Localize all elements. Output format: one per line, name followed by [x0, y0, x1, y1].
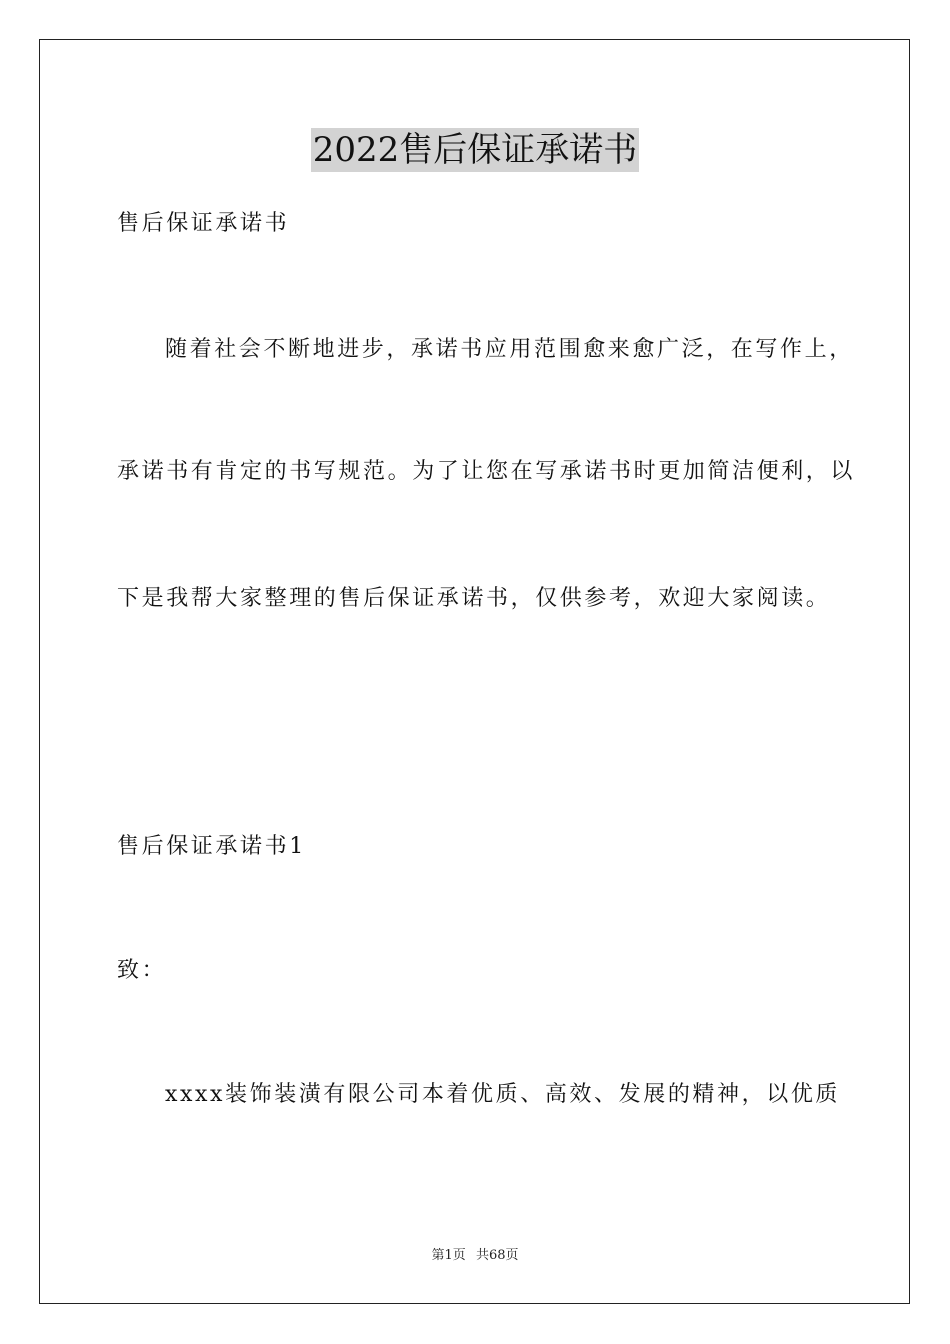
section-heading: 售后保证承诺书1: [117, 834, 306, 859]
document-title: 2022售后保证承诺书: [312, 130, 638, 170]
paragraph-line: 承诺书有肯定的书写规范。为了让您在写承诺书时更加简洁便利，以: [117, 459, 856, 484]
paragraph-line: 下是我帮大家整理的售后保证承诺书，仅供参考，欢迎大家阅读。: [117, 586, 831, 611]
paragraph-line: xxxx装饰装潢有限公司本着优质、高效、发展的精神，以优质: [165, 1082, 841, 1107]
paragraph-line: 随着社会不断地进步，承诺书应用范围愈来愈广泛，在写作上，: [165, 337, 854, 362]
page-footer: [0, 1247, 950, 1265]
salutation-line: 致：: [117, 958, 167, 983]
title-container: [0, 128, 950, 172]
page-number: 第1页: [431, 1248, 466, 1263]
page-total: 共68页: [475, 1248, 519, 1263]
subtitle-line: 售后保证承诺书: [117, 211, 290, 236]
